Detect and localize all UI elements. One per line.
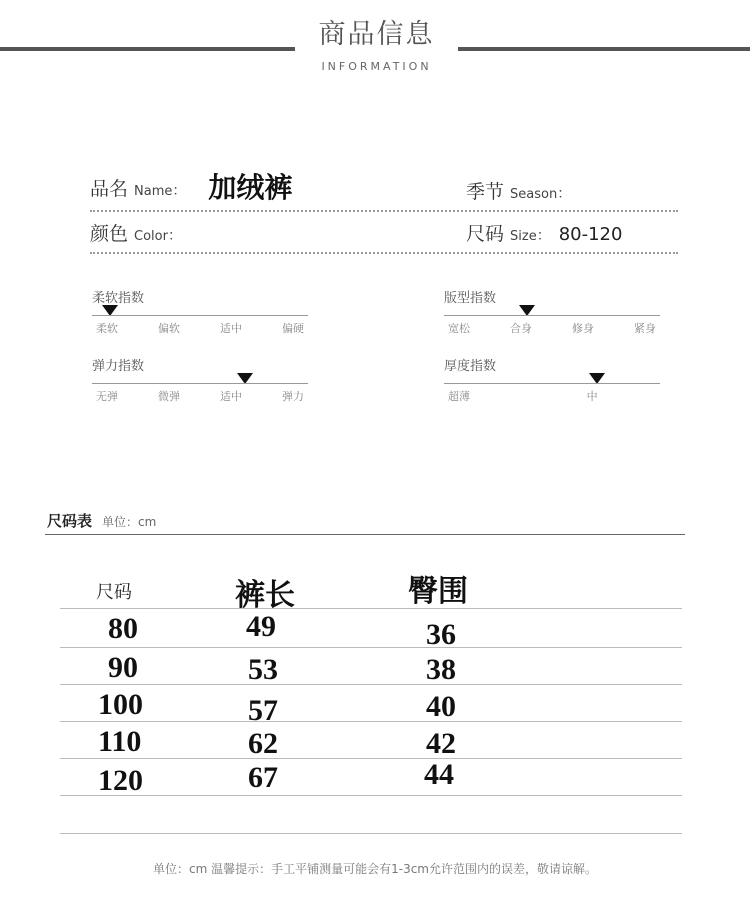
size-table-heading [47,510,156,531]
table-cell: 44 [424,758,454,791]
scale-label: 无弹 [96,390,118,403]
table-row-divider [60,721,682,722]
table-cell: 100 [98,688,143,721]
size-range-value: 80-120 [558,224,623,245]
table-cell: 40 [426,690,456,723]
thickness-index-title: 厚度指数 [444,359,497,374]
table-cell: 62 [248,727,278,760]
color-label-en: Color [134,229,168,244]
softness-index-title: 柔软指数 [92,291,145,306]
scale-label: 微弹 [158,390,180,403]
section-subtitle: INFORMATION [321,60,432,73]
size-field [466,219,622,246]
table-cell: 80 [108,612,138,645]
elasticity-scale-labels [92,388,308,404]
fit-index-title: 版型指数 [444,291,497,306]
season-colon: ： [557,186,572,202]
softness-index [92,287,308,335]
header-divider-left [0,47,295,51]
column-header-length: 裤长 [235,578,295,613]
size-label-en: Size [510,229,537,244]
thickness-scale-line [444,383,660,384]
table-cell: 90 [108,651,138,684]
footer-note: 单位：cm 温馨提示：手工平铺测量可能会有1-3cm允许范围内的误差，敬请谅解。 [153,862,597,876]
column-header-size: 尺码 [96,582,132,603]
size-label-cn: 尺码 [466,223,505,245]
product-name-field [90,164,292,204]
table-cell: 67 [248,761,278,794]
thickness-index [444,355,660,403]
size-table-unit: 单位：cm [102,515,157,529]
name-label-en: Name [134,184,173,199]
table-row-divider [60,647,682,648]
thickness-scale-labels [444,388,660,404]
scale-label: 超薄 [448,390,470,403]
table-cell: 38 [426,653,456,686]
section-title: 商品信息 [318,19,435,50]
softness-scale-line [92,315,308,316]
color-colon: ： [167,228,182,244]
table-cell: 42 [426,727,456,760]
dotted-divider [90,210,678,212]
scale-label: 适中 [220,322,242,335]
dotted-divider [90,252,678,254]
color-label-cn: 颜色 [90,223,129,245]
info-row-name-season [90,172,678,212]
scale-label: 偏软 [158,322,180,335]
table-row-divider [60,684,682,685]
scale-label: 适中 [220,390,242,403]
header-divider-right [458,47,750,51]
table-cell: 120 [98,764,143,797]
table-cell: 49 [246,610,276,643]
table-row-divider [60,758,682,759]
size-table-divider [45,534,685,535]
scale-label: 紧身 [634,322,656,335]
table-cell: 53 [248,653,278,686]
season-label-en: Season [510,187,558,202]
table-cell: 110 [98,725,142,758]
scale-label: 柔软 [96,322,118,335]
season-label-cn: 季节 [466,181,505,203]
fit-scale-labels [444,320,660,336]
elasticity-scale-line [92,383,308,384]
table-bottom-divider [60,833,682,834]
fit-index [444,287,660,335]
scale-label: 修身 [572,322,594,335]
elasticity-index [92,355,308,403]
info-row-color-size [90,214,678,254]
name-colon: ： [172,183,187,199]
scale-label: 偏硬 [282,322,304,335]
color-field [90,219,182,246]
size-colon: ： [536,228,551,244]
scale-label: 弹力 [282,390,304,403]
season-field [466,177,571,204]
scale-label: 宽松 [448,322,470,335]
table-row-divider [60,608,682,609]
softness-scale-labels [92,320,308,336]
fit-scale-line [444,315,660,316]
table-row-divider [60,795,682,796]
product-name-value: 加绒裤 [208,171,293,204]
table-cell: 36 [426,618,456,651]
table-cell: 57 [248,694,278,727]
elasticity-index-title: 弹力指数 [92,359,145,374]
column-header-hip: 臀围 [408,574,468,609]
scale-label: 中 [586,390,598,403]
name-label-cn: 品名 [90,178,129,200]
scale-label: 合身 [510,322,532,335]
size-table-title: 尺码表 [47,512,93,530]
